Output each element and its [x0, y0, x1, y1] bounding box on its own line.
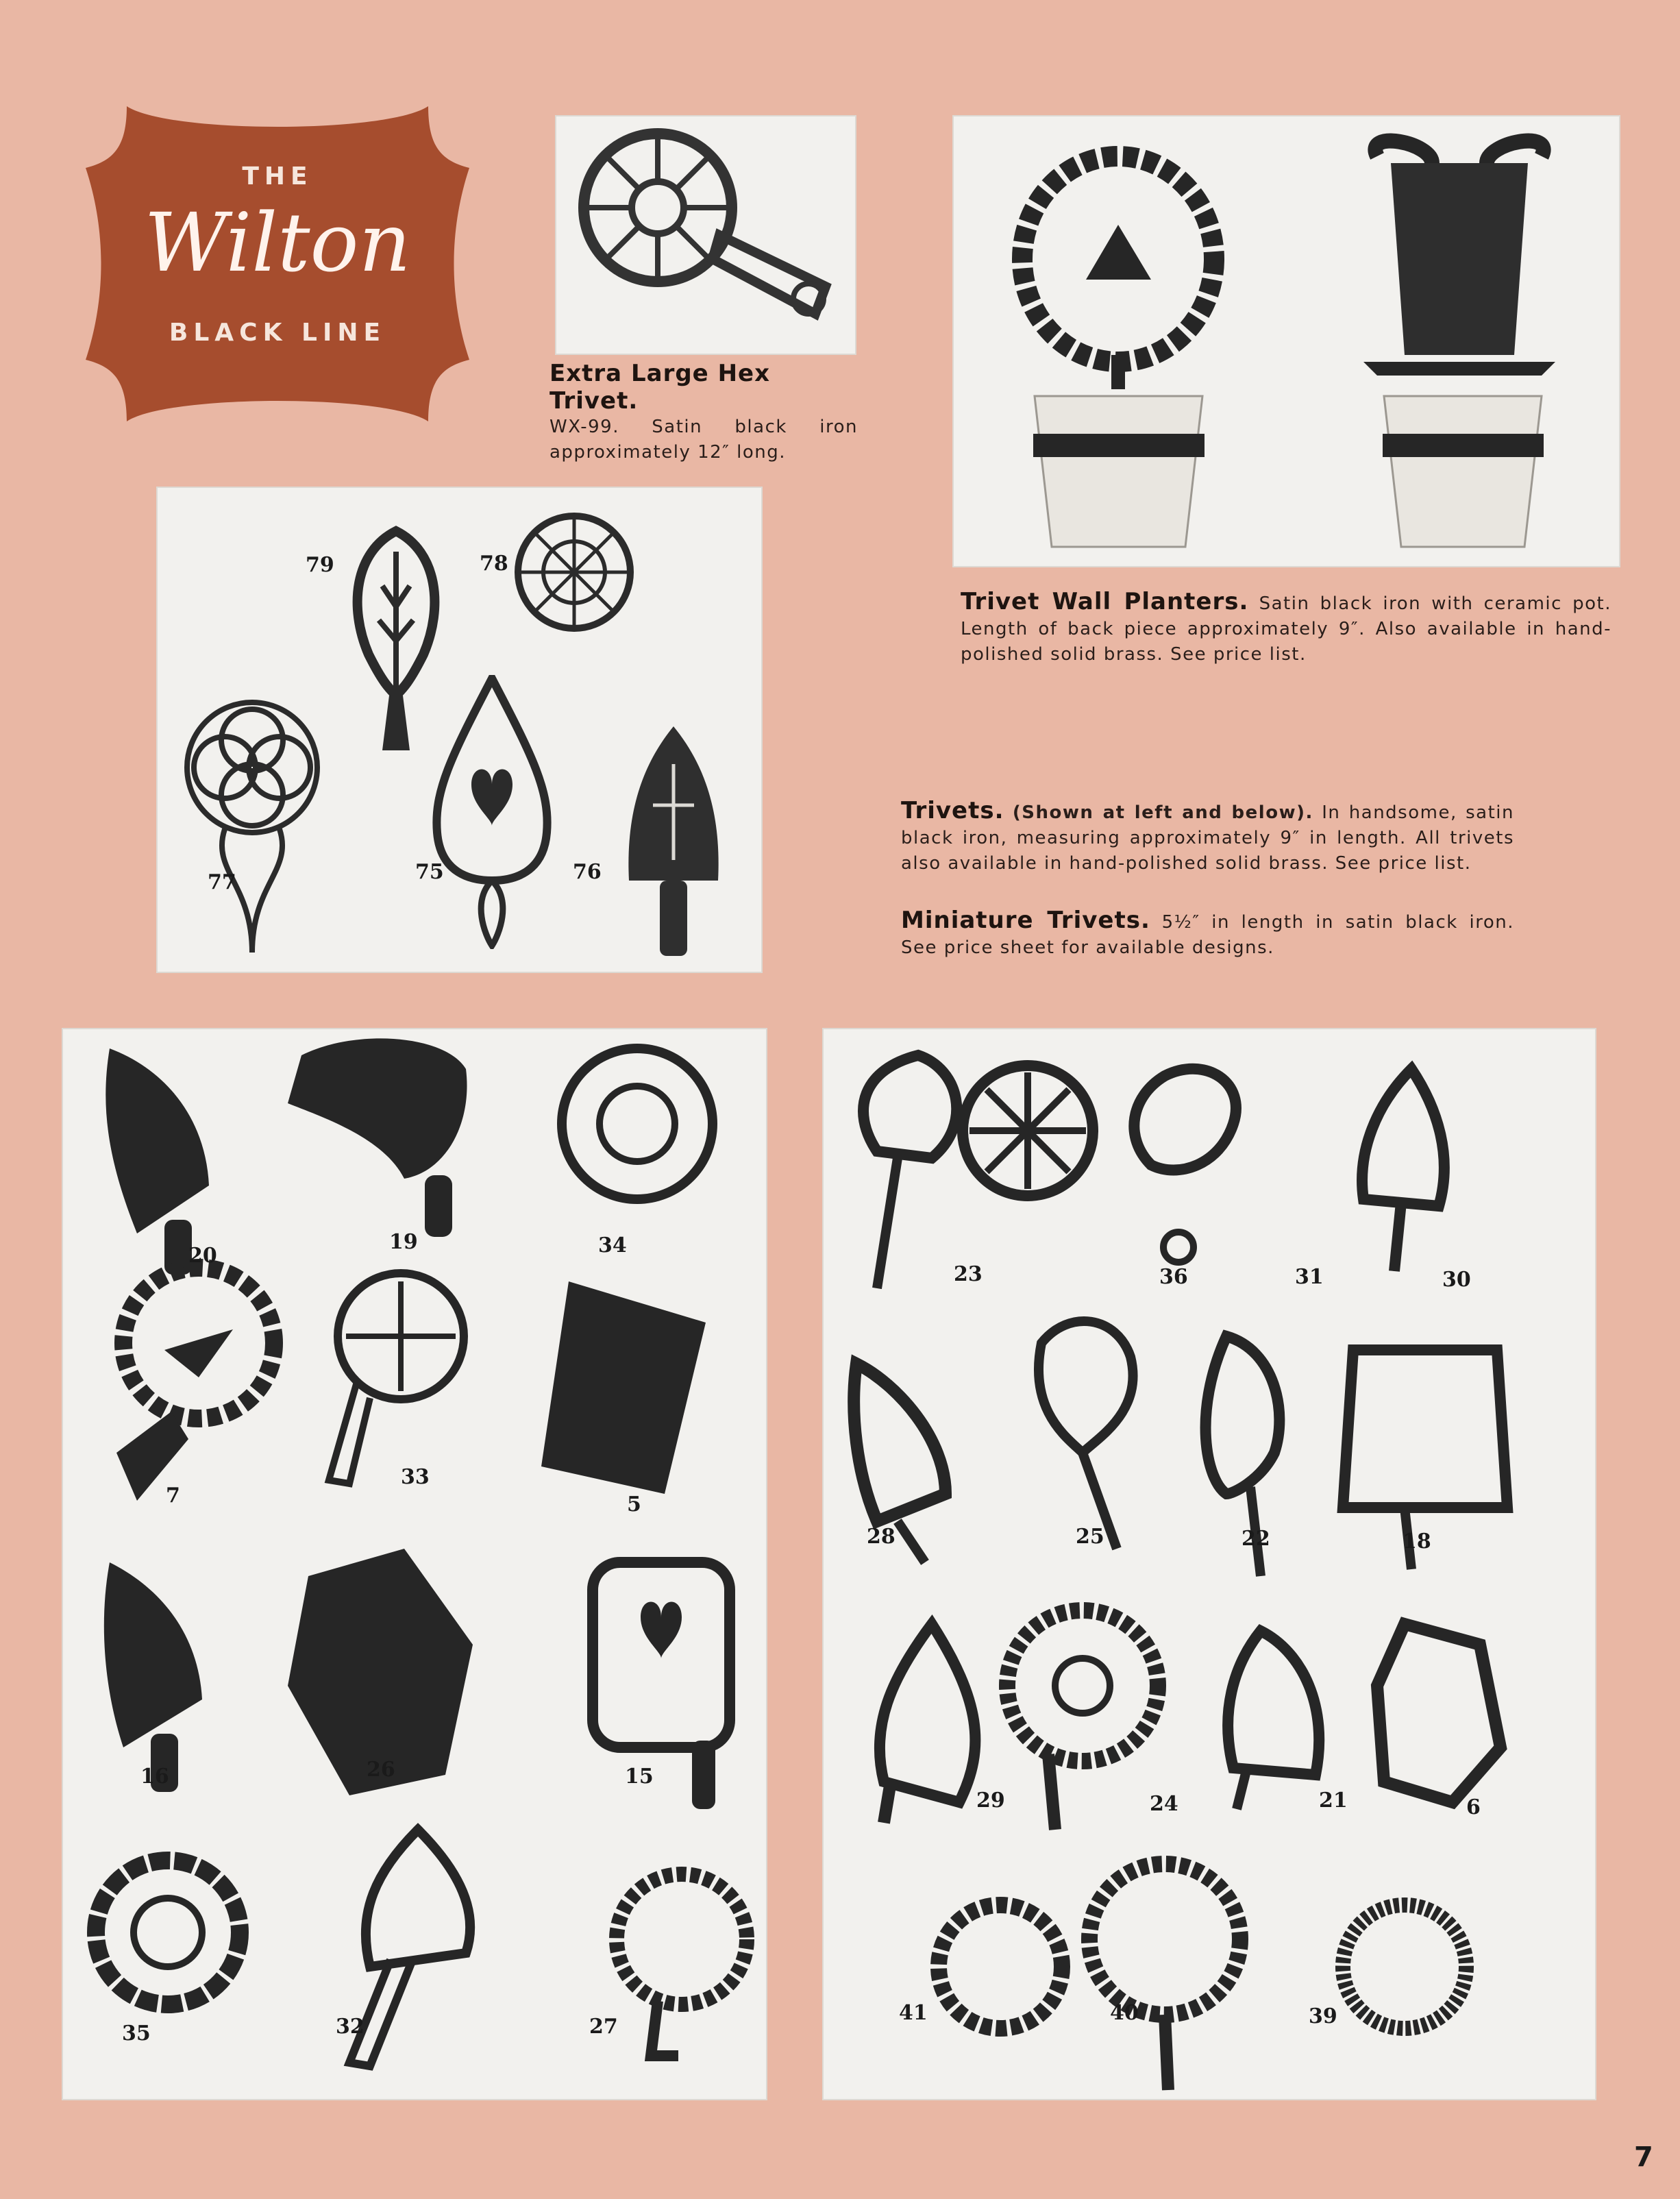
wall-planters-icon — [952, 115, 1620, 567]
planters-title: Trivet Wall Planters. — [961, 588, 1249, 615]
item-number: 39 — [1309, 2004, 1337, 2028]
heart-scroll-trivet-icon — [1039, 1321, 1133, 1453]
item-number: 77 — [208, 870, 236, 894]
item-number: 16 — [140, 1765, 169, 1789]
item-number: 31 — [1295, 1265, 1324, 1289]
item-number: 78 — [480, 552, 508, 576]
horseshoe-trivet-icon — [288, 1038, 467, 1179]
panel-left-trivets-art — [62, 1028, 767, 2100]
trivets-caption — [901, 798, 1514, 876]
item-number: 15 — [625, 1765, 654, 1789]
logo-black-line: BLACK LINE — [169, 319, 386, 347]
panel-trivets-left — [62, 1028, 767, 2100]
planters-body: Satin black iron with ceramic pot. Length of back piece approximately 9″. Also available in hand-polished solid brass. See price list. — [961, 593, 1612, 665]
rosette-trivet-icon — [184, 692, 321, 959]
round-star-trivet-icon — [512, 511, 636, 634]
item-number-75: 75 — [415, 860, 444, 884]
item-number: 36 — [1159, 1265, 1188, 1289]
item-number: 40 — [1110, 2001, 1139, 2025]
item-number: 30 — [1442, 1268, 1471, 1292]
miniature-body: 5½″ in length in satin black iron. See price sheet for available designs. — [901, 912, 1515, 958]
trivets-body: In handsome, satin black iron, measuring approximately 9″ in length. All trivets also available in hand-polished solid brass. See price list. — [901, 802, 1514, 874]
miniature-caption — [901, 908, 1514, 961]
iron-trivet-icon — [106, 1048, 209, 1233]
item-number: 35 — [122, 2022, 151, 2046]
item-number: 26 — [367, 1758, 395, 1782]
iron-trivet-icon — [622, 723, 725, 963]
item-number: 21 — [1319, 1789, 1348, 1813]
shell-trivet-icon — [1206, 1336, 1280, 1494]
item-number: 7 — [166, 1484, 180, 1508]
item-number: 6 — [1466, 1795, 1481, 1819]
wilton-logo — [86, 106, 469, 421]
item-number: 33 — [401, 1465, 430, 1489]
logo-the: THE — [242, 162, 313, 191]
hex-trivet-title: Extra Large Hex Trivet. — [549, 360, 771, 415]
planters-caption — [961, 589, 1611, 667]
item-number: 32 — [336, 2015, 365, 2039]
hex-trivet-body: WX-99. Satin black iron approximately 12″ long. — [549, 417, 858, 463]
tree-trivet-icon — [863, 1055, 956, 1158]
trivets-note: (Shown at left and below). — [1012, 802, 1313, 823]
item-number: 5 — [627, 1492, 641, 1516]
item-number: 41 — [899, 2001, 928, 2025]
item-number: 28 — [867, 1525, 895, 1549]
heart-drop-trivet-icon — [430, 675, 554, 949]
lyre-trivet-icon — [1343, 1350, 1507, 1508]
item-number: 19 — [389, 1230, 418, 1254]
item-number: 34 — [598, 1233, 627, 1257]
item-number: 24 — [1150, 1792, 1178, 1816]
item-number: 29 — [976, 1789, 1005, 1813]
trivet-item — [184, 692, 321, 959]
hex-trivet-caption — [549, 360, 858, 465]
crest-trivet-icon — [1377, 1624, 1500, 1802]
trivets-title: Trivets. — [901, 797, 1004, 824]
panel-right-trivets-art — [822, 1028, 1596, 2100]
item-number: 20 — [188, 1244, 217, 1268]
item-number: 27 — [589, 2015, 618, 2039]
logo-brand: Wilton — [144, 195, 411, 290]
item-number: 76 — [573, 860, 602, 884]
item-number: 79 — [306, 553, 334, 577]
item-number: 25 — [1076, 1525, 1104, 1549]
item-number: 22 — [1242, 1527, 1270, 1551]
item-number: 23 — [954, 1262, 983, 1286]
page-number: 7 — [1634, 2141, 1653, 2173]
hex-trivet-photo — [555, 115, 856, 355]
grape-trivet-icon — [541, 1281, 706, 1494]
miniature-title: Miniature Trivets. — [901, 907, 1150, 934]
trivet-item — [480, 511, 636, 634]
panel-trivets-right — [822, 1028, 1596, 2100]
planters-photo — [952, 115, 1620, 567]
trivet-item — [430, 675, 554, 949]
panel-trivets-75-79 — [156, 487, 763, 973]
trivet-item — [573, 723, 725, 963]
hex-trivet-icon — [555, 115, 856, 355]
item-number: 18 — [1403, 1530, 1431, 1553]
